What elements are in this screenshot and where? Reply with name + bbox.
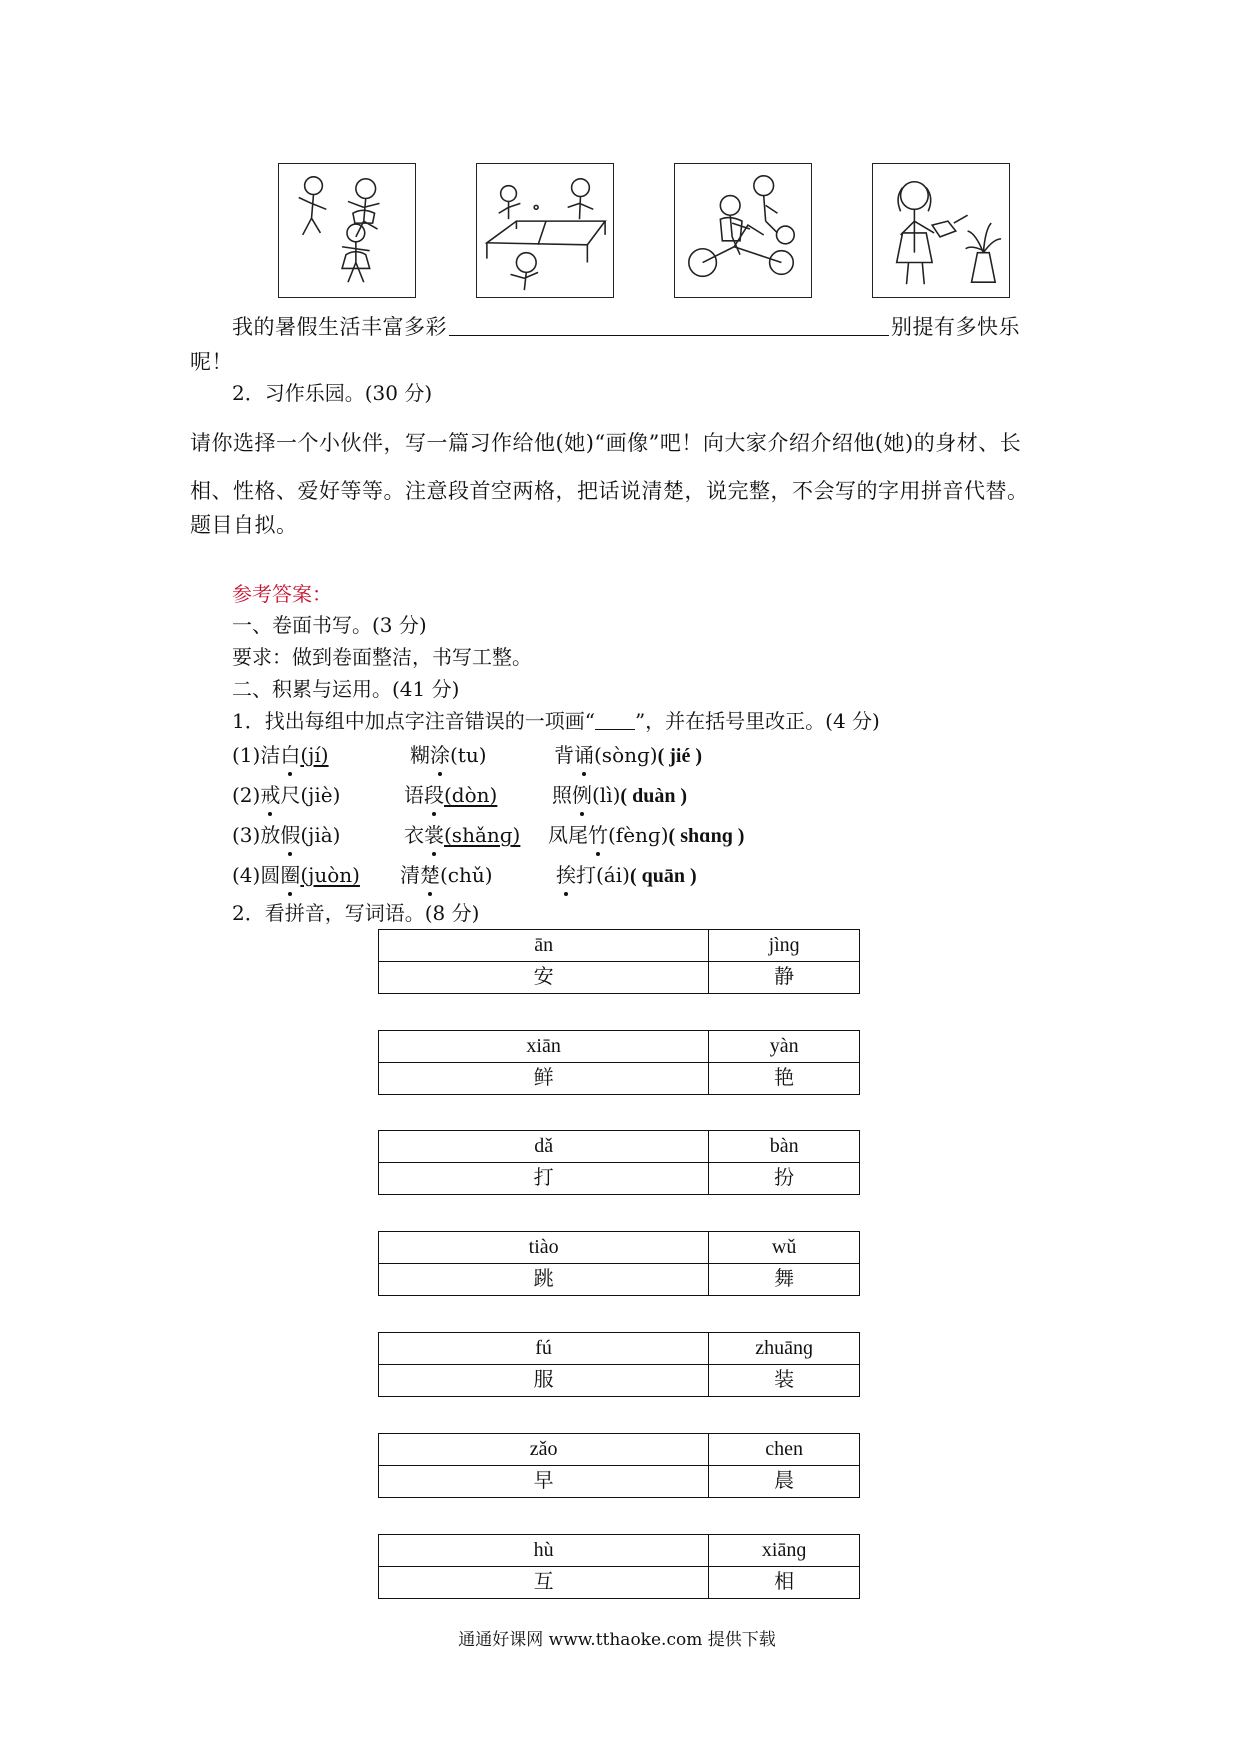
picture-children-playing [278, 163, 416, 298]
pinyin-1: zǎo [379, 1434, 709, 1466]
pinyin-2: zhuānɡ [709, 1333, 860, 1365]
row4-b-pinyin: (chǔ) [440, 863, 493, 887]
q2-title: 2．习作乐园。(30 分) [232, 381, 433, 405]
row3-b-pre: 衣 [404, 823, 424, 847]
pinyin-table-5 [378, 1332, 860, 1397]
kids-playing-icon [279, 164, 415, 297]
char-1: 安 [379, 962, 709, 994]
char-1: 打 [379, 1163, 709, 1195]
char-2: 装 [709, 1365, 860, 1397]
row2-c-pre: 照 [552, 783, 572, 807]
row3-c-pinyin: (fènɡ) [608, 823, 669, 847]
pinyin-1: xiān [379, 1031, 709, 1063]
section-1-requirement: 要求：做到卷面整洁，书写工整。 [232, 645, 532, 669]
row3-c-dotted: 竹 [588, 823, 608, 847]
q2-line3: 题目自拟。 [190, 513, 298, 537]
row2-b-dotted: 段 [424, 783, 444, 807]
row4-b-pre: 清 [400, 863, 420, 887]
row3-c-pre: 凤尾 [548, 823, 588, 847]
pinyin-table-4 [378, 1231, 860, 1296]
char-1: 鲜 [379, 1063, 709, 1095]
row2-c-dotted: 例 [572, 783, 592, 807]
pinyin-2: yàn [709, 1031, 860, 1063]
row1-b-pre: 糊 [410, 743, 430, 767]
row1-a-pinyin: (jí) [300, 743, 329, 767]
section-2-title: 二、积累与运用。(41 分) [232, 677, 460, 701]
row3-b-pinyin: (shǎnɡ) [444, 823, 521, 847]
char-1: 早 [379, 1466, 709, 1498]
sentence-end: 别提有多快乐 [891, 315, 1020, 339]
pinyin-2: wǔ [709, 1232, 860, 1264]
pinyin-table-2 [378, 1030, 860, 1095]
pinyin-table-3 [378, 1130, 860, 1195]
row4-c-dotted: 挨 [556, 863, 576, 887]
row4-b-dotted: 楚 [420, 863, 440, 887]
row4-a-dotted: 圈 [280, 863, 301, 887]
picture-watering-flowers [872, 163, 1010, 298]
row2-a-dotted: 戒 [260, 783, 281, 807]
q1-instruction-start: 1．找出每组中加点字注音错误的一项画“ [232, 709, 595, 733]
q2-line1: 请你选择一个小伙伴，写一篇习作给他(她)“画像”吧！向大家介绍介绍他(她)的身材、长 [190, 431, 1022, 455]
row1-b-pinyin: (tu) [450, 743, 487, 767]
pinyin-2: chen [709, 1434, 860, 1466]
row2-a-pinyin: (jiè) [300, 783, 341, 807]
row2-correction: ( duàn ) [620, 785, 688, 807]
sentence-tail: 呢！ [190, 350, 233, 374]
answer-blank[interactable] [449, 315, 889, 336]
char-2: 静 [709, 962, 860, 994]
char-1: 服 [379, 1365, 709, 1397]
row3-a-dotted: 假 [280, 823, 301, 847]
pinyin-1: ān [379, 930, 709, 962]
row2-a-pre: (2) [232, 783, 261, 807]
row3-a-pinyin: (jià) [300, 823, 341, 847]
char-2: 艳 [709, 1063, 860, 1095]
pinyin-2: xiānɡ [709, 1535, 860, 1567]
pinyin-table-1 [378, 929, 860, 994]
char-2: 相 [709, 1567, 860, 1599]
pinyin-1: hù [379, 1535, 709, 1567]
q2-answer-title: 2．看拼音，写词语。(8 分) [232, 901, 480, 925]
section-1-title: 一、卷面书写。(3 分) [232, 613, 427, 637]
q2-line2: 相、性格、爱好等等。注意段首空两格，把话说清楚，说完整，不会写的字用拼音代替。 [190, 479, 1029, 503]
row1-c-pre: 背 [554, 743, 574, 767]
row1-c-pinyin: (sònɡ) [594, 743, 658, 767]
row2-c-pinyin: (lì) [592, 783, 621, 807]
pinyin-table-7 [378, 1534, 860, 1599]
underline-sample [595, 711, 635, 730]
q1-instruction [232, 707, 880, 735]
pinyin-2: bàn [709, 1131, 860, 1163]
row2-b-pre: 语 [404, 783, 424, 807]
char-2: 扮 [709, 1163, 860, 1195]
pinyin-1: fú [379, 1333, 709, 1365]
row4-c-pinyin: (ái) [596, 863, 630, 887]
pinyin-1: tiào [379, 1232, 709, 1264]
watering-can-icon [873, 164, 1009, 297]
row1-a-dotted: 白 [280, 743, 301, 767]
char-1: 跳 [379, 1264, 709, 1296]
picture-riding-bicycle [674, 163, 812, 298]
char-1: 互 [379, 1567, 709, 1599]
picture-table-tennis [476, 163, 614, 298]
row1-correction: ( jié ) [657, 745, 703, 767]
row3-a-pre: (3)放 [232, 823, 281, 847]
row3-b-dotted: 裳 [424, 823, 444, 847]
answers-heading: 参考答案： [232, 582, 332, 606]
char-2: 舞 [709, 1264, 860, 1296]
row4-a-pinyin: (juòn) [300, 863, 360, 887]
ping-pong-icon [477, 164, 613, 297]
bicycle-icon [675, 164, 811, 297]
pinyin-2: jìnɡ [709, 930, 860, 962]
pinyin-1: dǎ [379, 1131, 709, 1163]
char-2: 晨 [709, 1466, 860, 1498]
sentence-start: 我的暑假生活丰富多彩 [232, 315, 447, 339]
q1-instruction-end: ”，并在括号里改正。(4 分) [634, 709, 880, 733]
row4-correction: ( quān ) [629, 865, 697, 887]
row1-b-dotted: 涂 [430, 743, 450, 767]
row3-correction: ( shɑnɡ ) [668, 825, 745, 847]
row4-c-post: 打 [576, 863, 596, 887]
page-footer: 通通好课网 www.tthaoke.com 提供下载 [458, 1630, 776, 1650]
sentence-line [232, 313, 1020, 341]
row2-a-post: 尺 [280, 783, 301, 807]
row2-b-pinyin: (dòn) [444, 783, 498, 807]
pinyin-table-6 [378, 1433, 860, 1498]
row4-a-pre: (4)圆 [232, 863, 281, 887]
row1-a-pre: (1)洁 [232, 743, 281, 767]
row1-c-dotted: 诵 [574, 743, 594, 767]
